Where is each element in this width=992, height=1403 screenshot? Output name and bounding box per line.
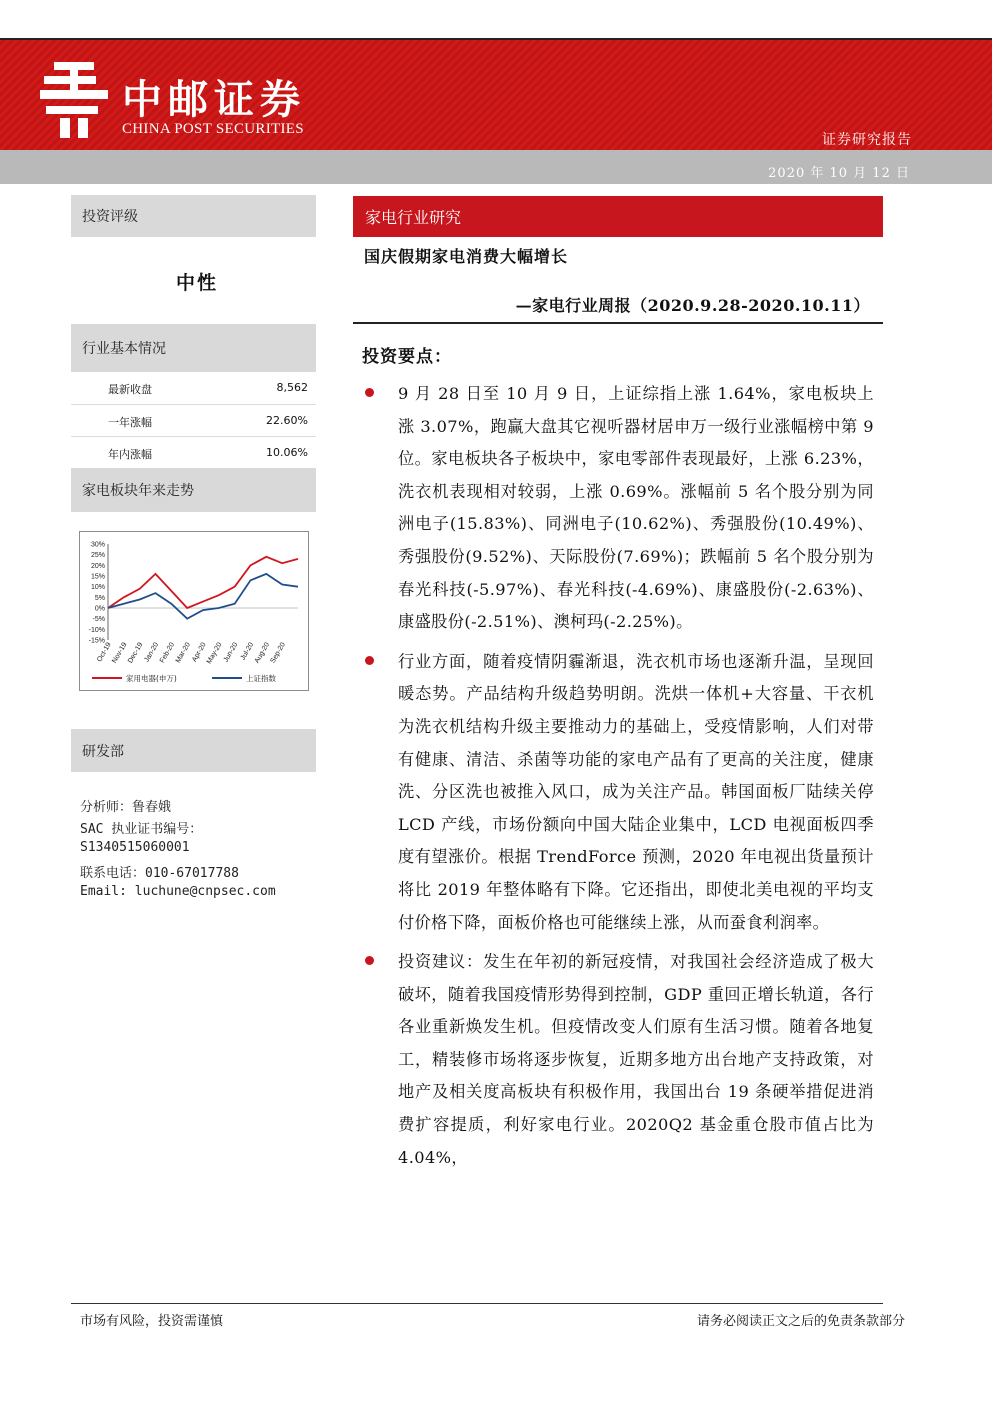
trend-chart-svg: [80, 532, 308, 690]
sector-trend-chart: [79, 531, 309, 691]
analyst-name: 分析师：鲁春娥: [80, 800, 172, 815]
sector-banner: [353, 196, 883, 237]
footer-disclaimer-note: 请务必阅读正文之后的免责条款部分: [696, 1314, 905, 1329]
footer-risk-warning: 市场有风险，投资需谨慎: [80, 1314, 224, 1329]
rating-value: 中性: [176, 272, 219, 294]
x-tick-label: Sep-20: [269, 641, 287, 665]
rating-label: 投资评级: [82, 209, 138, 225]
analyst-cert-label: SAC 执业证书编号：: [80, 822, 203, 837]
stat-row-one-year: [108, 414, 308, 430]
divider: [71, 404, 316, 405]
dept-label-box: [71, 729, 316, 772]
trend-label: 家电板块年来走势: [82, 483, 194, 499]
y-tick-label: 20%: [90, 562, 105, 570]
report-date: 2020 年 10 月 12 日: [768, 166, 910, 181]
y-tick-label: 0%: [94, 605, 105, 613]
report-headline: 国庆假期家电消费大幅增长: [364, 247, 569, 266]
stat-label: 年内涨幅: [108, 448, 152, 461]
section-title: 投资要点：: [362, 347, 452, 367]
trend-label-box: [71, 468, 316, 512]
header-top-rule: [0, 38, 992, 40]
analyst-email: Email: luchune@cnpsec.com: [80, 884, 276, 899]
y-tick-label: -15%: [88, 637, 105, 645]
stat-row-latest-close: [108, 381, 308, 397]
stat-row-ytd: [108, 446, 308, 462]
y-tick-label: -10%: [88, 626, 105, 634]
stat-value: 22.60%: [266, 414, 308, 427]
bullet-text: 投资建议：发生在年初的新冠疫情，对我国社会经济造成了极大破坏，随着我国疫情形势得到控制，GDP 重回正增长轨道，各行各业重新焕发生机。但疫情改变人们原有生活习惯。随着各地复工，精装修市场将逐步恢复，近期多地方出台地产支持政策，对地产及相关度高板块有积极作用，我国出台 19 条硬举措促进消费扩容提质，利好家电行业。2020Q2 基金重仓股市值占比为 4.04%，: [398, 952, 874, 1167]
basics-label-box: [71, 324, 316, 372]
x-tick-label: Apr-20: [191, 641, 208, 664]
subtitle-rule: [353, 322, 883, 324]
x-tick-label: Jan-20: [143, 641, 161, 664]
analyst-cert-number: S1340515060001: [80, 840, 190, 855]
x-tick-label: Jul-20: [239, 641, 256, 662]
footer-rule: [71, 1303, 883, 1304]
stat-value: 10.06%: [266, 446, 308, 459]
x-tick-label: May-20: [205, 641, 224, 666]
x-tick-label: Oct-19: [96, 641, 113, 664]
bullet-text: 行业方面，随着疫情阴霾渐退，洗衣机市场也逐渐升温，呈现回暖态势。产品结构升级趋势明朗。洗烘一体机+大容量、干衣机为洗衣机结构升级主要推动力的基础上，受疫情影响，人们对带有健康、清洁、杀菌等功能的家电产品有了更高的关注度，健康洗、分区洗也被推入风口，成为关注产品。韩国面板厂陆续关停 LCD 产线，市场份额向中国大陆企业集中，LCD 电视面板四季度有望涨价。根据 TrendForce 预测，2020 年电视出货量预计将比 2019 年整体略有下降。它还指出，即使北美电视的平均支付价格下降，面板价格也可能继续上涨，从而蚕食利润率。: [398, 651, 874, 932]
logo-english-text: CHINA POST SECURITIES: [122, 121, 304, 137]
stat-label: 一年涨幅: [108, 416, 152, 429]
report-subtitle: —家电行业周报（2020.9.28-2020.10.11）: [515, 296, 870, 315]
bullet-text: 9 月 28 日至 10 月 9 日，上证综指上涨 1.64%，家电板块上涨 3.07%，跑赢大盘其它视听器材居申万一级行业涨幅榜中第 9 位。家电板块各子板块中，家电零部件表现最好，上涨 6.23%，洗衣机表现相对较弱，上涨 0.69%。涨幅前 5 名个股分别为同洲电子(15.83%)、同洲电子(10.62%)、秀强股份(10.49%)、秀强股份(9.52%)、天际股份(7.69%)；跌幅前 5 名个股分别为春光科技(-5.97%)、春光科技(-4.69%)、康盛股份(-2.63%)、康盛股份(-2.51%)、澳柯玛(-2.25%)。: [398, 384, 874, 632]
china-post-logo-icon: [40, 62, 108, 138]
y-tick-label: 30%: [90, 541, 105, 549]
sector-title: 家电行业研究: [365, 208, 462, 227]
y-tick-label: 25%: [90, 552, 105, 560]
rating-label-box: [71, 195, 316, 237]
x-tick-label: Nov-19: [111, 641, 129, 665]
analyst-phone: 联系电话：010-67017788: [80, 866, 239, 881]
x-tick-label: Jun-20: [222, 641, 240, 664]
list-item: [362, 646, 874, 939]
bullet-dot-icon: [365, 388, 374, 397]
divider: [71, 436, 316, 437]
x-tick-label: Dec-19: [127, 641, 145, 665]
y-tick-label: 10%: [90, 584, 105, 592]
legend-label: 家用电器(申万): [126, 674, 177, 683]
legend-label: 上证指数: [246, 674, 276, 683]
stat-value: 8,562: [276, 381, 308, 394]
bullet-dot-icon: [365, 956, 374, 965]
stat-label: 最新收盘: [108, 383, 152, 396]
basics-label: 行业基本情况: [82, 341, 166, 357]
y-tick-label: -5%: [92, 616, 105, 624]
key-points-list: [362, 378, 874, 1181]
list-item: [362, 378, 874, 639]
y-tick-label: 5%: [94, 594, 105, 602]
x-tick-label: Aug-20: [253, 641, 272, 665]
report-type: 证券研究报告: [822, 132, 912, 148]
x-tick-label: Feb-20: [158, 641, 177, 665]
list-item: [362, 946, 874, 1174]
x-tick-label: Mar-20: [174, 641, 192, 665]
dept-label: 研发部: [82, 743, 124, 760]
y-tick-label: 15%: [90, 573, 105, 581]
bullet-dot-icon: [365, 656, 374, 665]
series-line: [108, 574, 298, 619]
logo-chinese-text: 中邮证券: [122, 76, 306, 123]
